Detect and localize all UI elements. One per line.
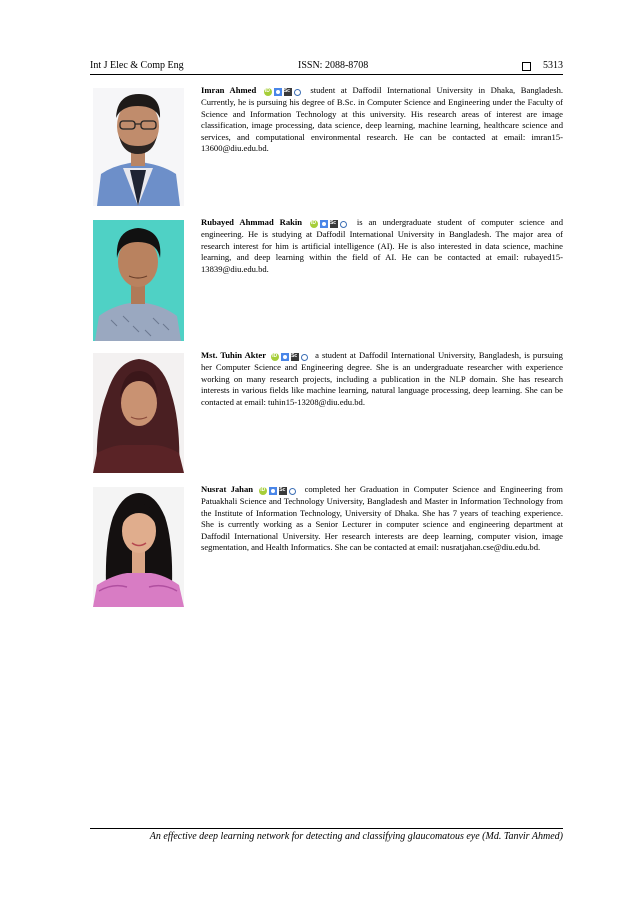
- bio-description: student at Daffodil International University in Dhaka, Bangladesh. Currently, he is pursuing his degree of B.Sc. in Computer Science and Engineering under the Faculty of Science and Information Technology at this university. His research areas of interest are image classification, image processing, data science, deep learning, machine learning, healthcare science and services, and computational environmental research. He can be contacted at email: imran15-13600@diu.edu.bd.: [201, 85, 564, 154]
- scopus-icon[interactable]: [279, 487, 287, 495]
- orcid-icon[interactable]: [264, 88, 272, 96]
- author-bio-text: [201, 85, 563, 154]
- checkbox-icon: [522, 62, 531, 71]
- journal-name: Int J Elec & Comp Eng: [90, 60, 184, 71]
- author-name: Imran Ahmed: [201, 85, 257, 95]
- publons-icon[interactable]: [289, 488, 296, 495]
- google-scholar-icon[interactable]: [274, 88, 282, 96]
- bio-description: is an undergraduate student of computer science and engineering. He is studying at Daffodil International University in Bangladesh. The major area of research interest for him is artificial intelligence (AI). He is also interested in data science, machine learning, and deep learning within the field of AI. He can be contacted at email: rubayed15-13839@diu.edu.bd.: [201, 217, 563, 274]
- footer-rule: [90, 828, 563, 829]
- page-footer: An effective deep learning network for detecting and classifying glaucomatous eye (Md. Tanvir Ahmed): [149, 831, 563, 842]
- profile-icons: [310, 218, 349, 229]
- google-scholar-icon[interactable]: [320, 220, 328, 228]
- google-scholar-icon[interactable]: [269, 487, 277, 495]
- author-bio-text: [201, 217, 563, 275]
- page-number: 5313: [543, 60, 563, 71]
- author-bio-text: [201, 350, 563, 408]
- issn: ISSN: 2088-8708: [298, 60, 369, 71]
- author-name: Mst. Tuhin Akter: [201, 350, 267, 360]
- orcid-icon[interactable]: [271, 353, 279, 361]
- scopus-icon[interactable]: [291, 353, 299, 361]
- profile-icons: [271, 351, 310, 362]
- author-photo: [93, 487, 184, 607]
- scopus-icon[interactable]: [330, 220, 338, 228]
- bio-description: completed her Graduation in Computer Science and Engineering from Patuakhali Science and Technology University, Bangladesh and Master in Information Technology from the Institute of Information Technology, University of Dhaka. She has 7 years of teaching experience. She is currently working as a Senior Lecturer in computer science and engineering department at Daffodil International University. Her research interests are deep learning, computer vision, image segmentation, and Health Informatics. She can be contacted at email: nusratjahan.cse@diu.edu.bd.: [201, 484, 563, 553]
- author-bio-text: [201, 484, 563, 553]
- publons-icon[interactable]: [294, 89, 301, 96]
- author-name: Nusrat Jahan: [201, 484, 254, 494]
- publons-icon[interactable]: [340, 221, 347, 228]
- profile-icons: [259, 485, 298, 496]
- author-photo: [93, 88, 184, 206]
- page-header: [90, 58, 563, 75]
- google-scholar-icon[interactable]: [281, 353, 289, 361]
- scopus-icon[interactable]: [284, 88, 292, 96]
- orcid-icon[interactable]: [310, 220, 318, 228]
- orcid-icon[interactable]: [259, 487, 267, 495]
- bio-description: a student at Daffodil International University, Bangladesh, is pursuing her Computer Science and Engineering degree. She is an undergraduate researcher with experience working on many research projects, including a publication in the NLP domain. She has research interests in various fields like machine learning, natural language processing, deep learning. She can be contacted at email: tuhin15-13208@diu.edu.bd.: [201, 350, 563, 407]
- author-name: Rubayed Ahmmad Rakin: [201, 217, 303, 227]
- publons-icon[interactable]: [301, 354, 308, 361]
- author-photo: [93, 220, 184, 341]
- profile-icons: [264, 86, 303, 97]
- author-photo: [93, 353, 184, 473]
